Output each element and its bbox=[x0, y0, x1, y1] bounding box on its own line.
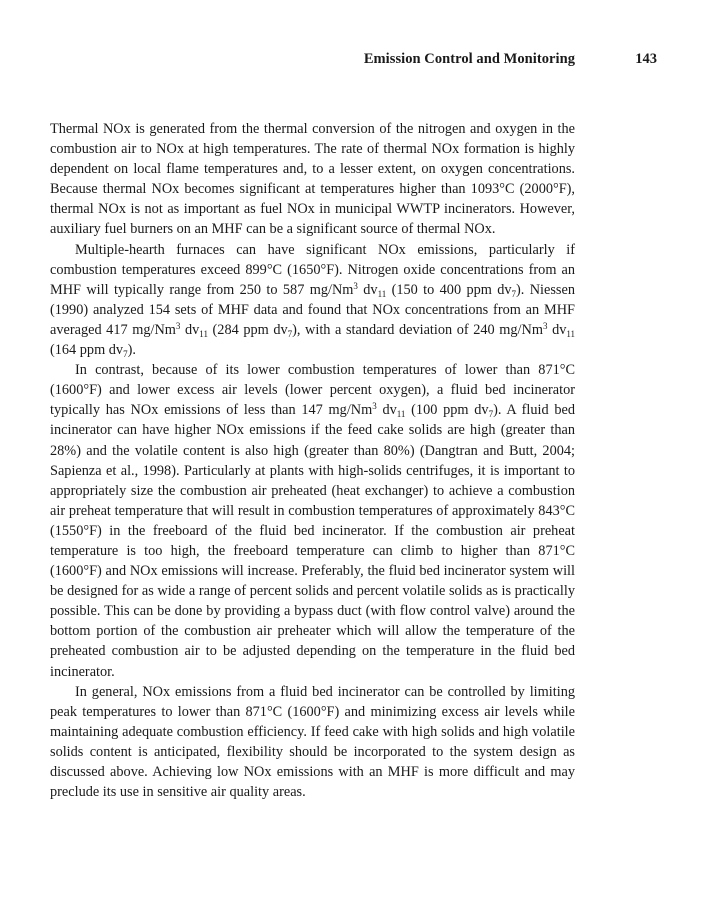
unit-mg-nm: mg/Nm bbox=[309, 281, 354, 298]
running-title: Emission Control and Monitoring bbox=[363, 51, 575, 67]
unit-subscript: 11 bbox=[566, 328, 576, 339]
paragraph-thermal-nox: Thermal NOx is generated from the thermal conversion of the nitrogen and oxygen in the combustion air to NOx at high temperatures. The rate of thermal NOx formation is highly dependent on local flame temperatures and, to a lesser extent, on oxygen concentrations. Because thermal NOx becomes significant at temperatures higher than 1093°C (2000°F), thermal NOx is not as important as fuel NOx in municipal WWTP incinerators. However, auxiliary fuel burners on an MHF can be a significant source of thermal NOx. bbox=[50, 121, 575, 238]
text-run: ). bbox=[127, 342, 136, 359]
unit-subscript: 11 bbox=[396, 409, 406, 420]
text-run: (164 ppm bbox=[50, 342, 109, 359]
unit-dv: dv bbox=[363, 281, 378, 298]
unit-dv: dv bbox=[497, 281, 512, 298]
unit-subscript: 7 bbox=[123, 349, 128, 360]
unit-subscript: 7 bbox=[287, 328, 293, 339]
unit-dv: dv bbox=[474, 402, 489, 419]
paragraph-mhf-emissions bbox=[50, 240, 575, 361]
unit-superscript: 3 bbox=[353, 280, 358, 291]
unit-mg-nm: mg/Nm bbox=[328, 402, 373, 419]
page-header bbox=[50, 51, 657, 69]
text-run: (284 ppm bbox=[207, 321, 274, 338]
paragraph-fluid-bed bbox=[50, 360, 575, 682]
unit-dv: dv bbox=[273, 321, 288, 338]
unit-superscript: 3 bbox=[175, 320, 181, 331]
page-number: 143 bbox=[635, 51, 657, 67]
unit-superscript: 3 bbox=[372, 401, 377, 412]
text-run: In contrast, because of its lower combustion temperatures of lower than 871°C (1600°F) and lower excess air levels (lower percent oxygen), a fluid bed incinerator typically has NOx emissions of less than 147 bbox=[50, 362, 575, 419]
unit-superscript: 3 bbox=[542, 320, 548, 331]
paragraph-control-summary: In general, NOx emissions from a fluid bed incinerator can be controlled by limiting peak temperatures to lower than 871°C (1600°F) and minimizing excess air levels while maintaining adequate combustion efficiency. If feed cake with high solids and high volatile solids content is anticipated, flexibility should be incorporated to the system design as discussed above. Achieving low NOx emissions with an MHF is more difficult and may preclude its use in sensitive air quality areas. bbox=[50, 683, 575, 801]
body-text bbox=[50, 119, 575, 802]
unit-dv: dv bbox=[552, 321, 567, 338]
unit-dv: dv bbox=[184, 321, 200, 338]
unit-subscript: 7 bbox=[488, 409, 494, 420]
unit-subscript: 11 bbox=[377, 288, 387, 299]
text-run: ), with a standard deviation of 240 bbox=[292, 321, 500, 338]
unit-dv: dv bbox=[108, 342, 124, 359]
unit-subscript: 11 bbox=[199, 328, 208, 339]
text-run: (100 ppm bbox=[405, 402, 475, 419]
unit-mg-nm: mg/Nm bbox=[132, 321, 176, 338]
text-run: ). Niessen (1990) analyzed 154 sets of MHF data and found that NOx concentrations from an MHF averaged 417 bbox=[50, 281, 575, 338]
text-run: (150 to 400 ppm bbox=[386, 281, 498, 298]
text-run: ). A fluid bed incinerator can have higher NOx emissions if the feed cake solids are high (greater than 28%) and the volatile content is also high (greater than 80%) (Dangtran and Butt, 2004; Sapienza et al., 1998). Particularly at plants with high-solids centrifuges, it is important to appropriately size the combustion air preheated (heat exchanger) to achieve a combustion air preheat temperature that will result in combustion temperatures of approximately 843°C (1550°F) in the freeboard of the fluid bed incinerator. If the combustion air preheat temperature is too high, the freeboard temperature can climb to higher than 871°C (1600°F) and NOx emissions will increase. Preferably, the fluid bed incinerator system will be designed for as wide a range of percent solids and percent volatile solids as is practically possible. This can be done by providing a bypass duct (with flow control valve) around the bottom portion of the combustion air preheater which will allow the temperature of the preheated combustion air to be adjusted depending on the temperature in the fluid bed incinerator. bbox=[50, 402, 575, 680]
text-run: Multiple-hearth furnaces can have significant NOx emissions, particularly if combustion temperatures exceed 899°C (1650°F). Nitrogen oxide concentrations from an MHF will typically range from 250 to 587 bbox=[50, 241, 575, 298]
unit-dv: dv bbox=[382, 402, 397, 419]
unit-subscript: 7 bbox=[511, 288, 517, 299]
unit-mg-nm: mg/Nm bbox=[499, 321, 543, 338]
